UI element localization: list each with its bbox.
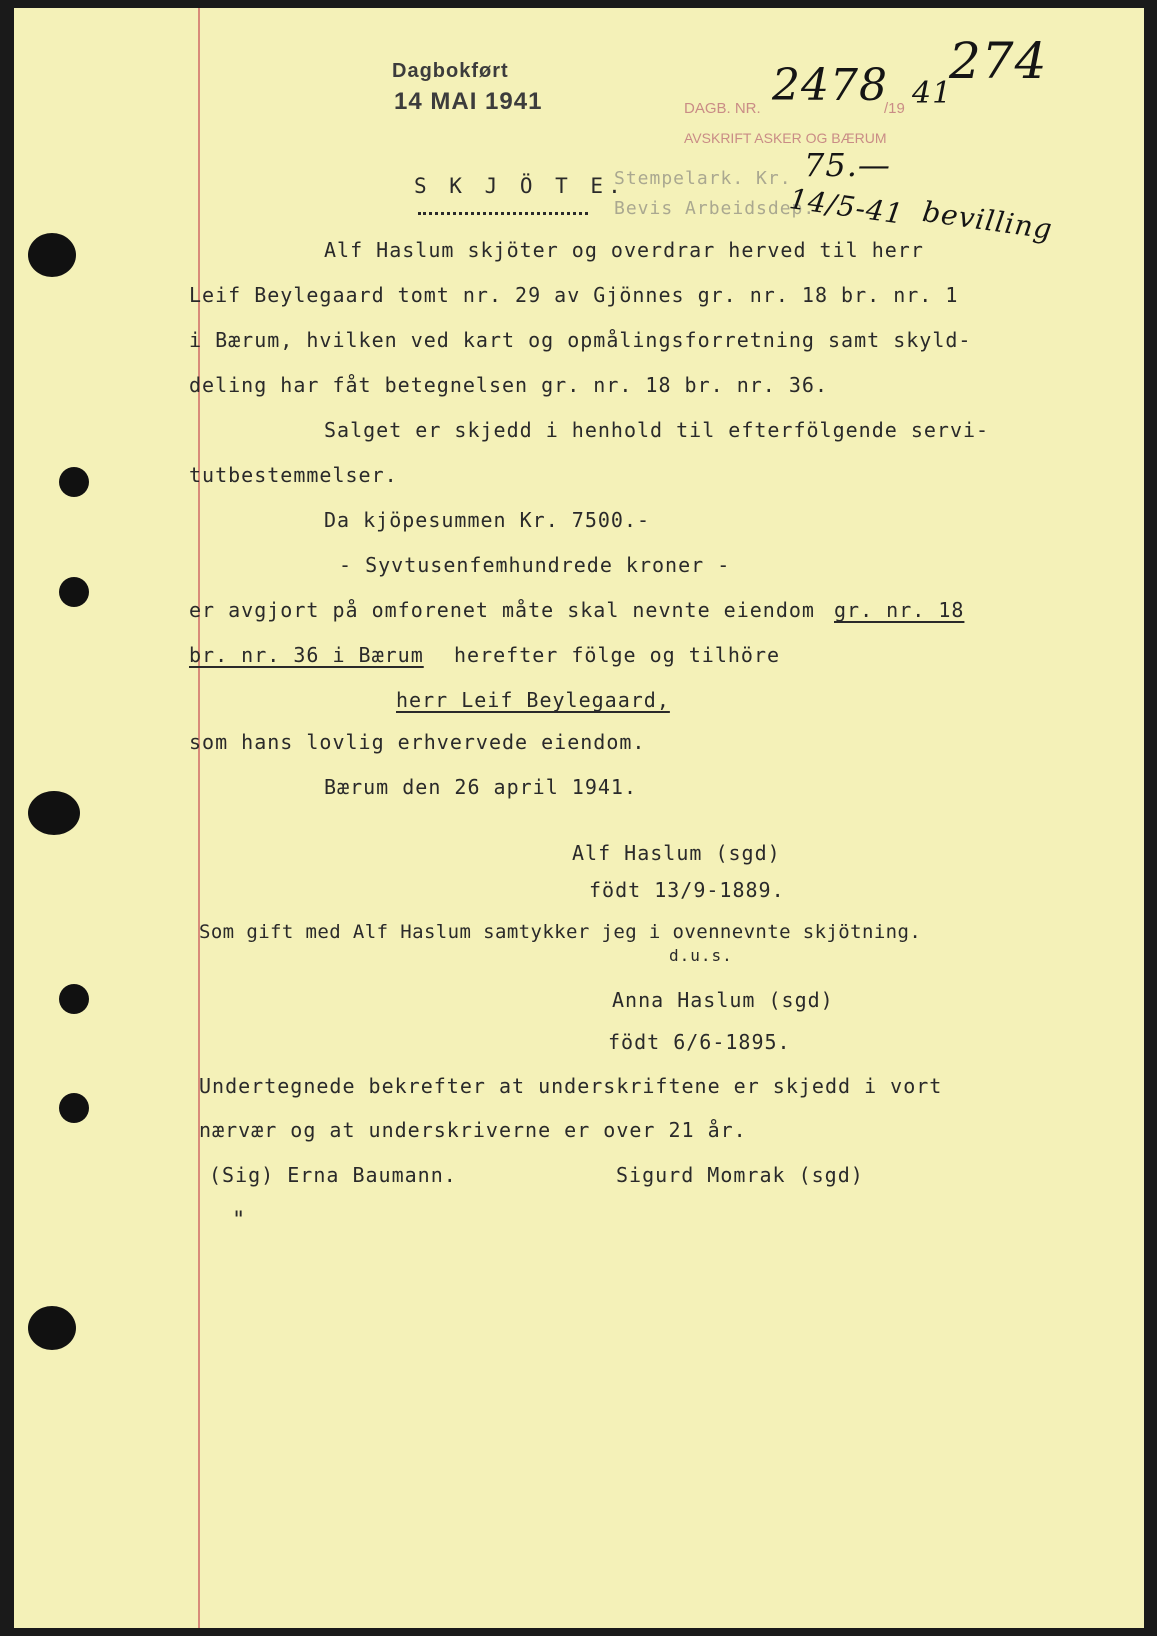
place-date-line: Bærum den 26 april 1941. xyxy=(324,775,637,799)
punch-hole xyxy=(59,984,89,1014)
signature-1-born: födt 13/9-1889. xyxy=(589,878,785,902)
signature-2-born: födt 6/6-1895. xyxy=(608,1030,791,1054)
body-line: i Bærum, hvilken ved kart og opmålingsforretning samt skyld- xyxy=(189,328,972,352)
witness-line-2: nærvær og at underskriverne er over 21 år. xyxy=(199,1118,747,1142)
dagbokfort-label: Dagbokført xyxy=(392,60,509,82)
date-note: 14/5-41 xyxy=(787,182,906,231)
punch-hole xyxy=(28,233,76,277)
punch-hole xyxy=(28,1306,76,1350)
bevis-line: Bevis Arbeidsdep. xyxy=(614,198,816,219)
body-line: tutbestemmelser. xyxy=(189,463,398,487)
body-line-underlined: gr. nr. 18 xyxy=(834,598,965,622)
body-line: er avgjort på omforenet måte skal nevnte eiendom xyxy=(189,598,815,622)
margin-line xyxy=(198,8,200,1628)
dagb-year-prefix: /19 xyxy=(884,100,905,117)
punch-hole xyxy=(59,467,89,497)
stempel-amount: 75.— xyxy=(804,146,891,184)
avskrift-stamp: AVSKRIFT ASKER OG BÆRUM xyxy=(684,130,887,146)
body-line: Da kjöpesummen Kr. 7500.- xyxy=(324,508,651,532)
body-line: som hans lovlig erhvervede eiendom. xyxy=(189,730,646,754)
body-line: Alf Haslum skjöter og overdrar herved til herr xyxy=(324,238,924,262)
punch-hole xyxy=(28,791,80,835)
dagb-year: 41 xyxy=(912,76,953,111)
witness-2: Sigurd Momrak (sgd) xyxy=(616,1163,864,1187)
body-line: - Syvtusenfemhundrede kroner - xyxy=(339,553,731,577)
body-line: Leif Beylegaard tomt nr. 29 av Gjönnes gr. nr. 18 br. nr. 1 xyxy=(189,283,959,307)
consent-line: Som gift med Alf Haslum samtykker jeg i ovennevnte skjötning. xyxy=(199,921,922,943)
signature-1-name: Alf Haslum (sgd) xyxy=(572,841,781,865)
title-underline xyxy=(418,212,588,215)
punch-hole xyxy=(59,1093,89,1123)
body-line: Salget er skjedd i henhold til efterfölgende servi- xyxy=(324,418,990,442)
witness-line-1: Undertegnede bekrefter at underskriftene er skjedd i vort xyxy=(199,1074,943,1098)
document-title: S K J Ö T E. xyxy=(414,174,626,198)
buyer-name: herr Leif Beylegaard, xyxy=(396,688,670,712)
signature-2-name: Anna Haslum (sgd) xyxy=(612,988,834,1012)
punch-hole xyxy=(59,577,89,607)
page-number: 274 xyxy=(949,32,1048,90)
document-page xyxy=(14,8,1144,1628)
body-line: deling har fåt betegnelsen gr. nr. 18 br. nr. 36. xyxy=(189,373,829,397)
dagb-nr-label: DAGB. NR. xyxy=(684,100,761,117)
stempel-line: Stempelark. Kr. xyxy=(614,168,792,189)
bevilling-note: bevilling xyxy=(920,195,1055,246)
dus: d.u.s. xyxy=(669,946,733,965)
dagb-nr-value: 2478 xyxy=(772,60,888,111)
body-line-underlined: br. nr. 36 i Bærum xyxy=(189,643,424,667)
witness-1: (Sig) Erna Baumann. xyxy=(209,1163,457,1187)
body-line: herefter fölge og tilhöre xyxy=(454,643,781,667)
ditto-mark: " xyxy=(232,1208,247,1233)
dagbokfort-date: 14 MAI 1941 xyxy=(394,88,543,115)
